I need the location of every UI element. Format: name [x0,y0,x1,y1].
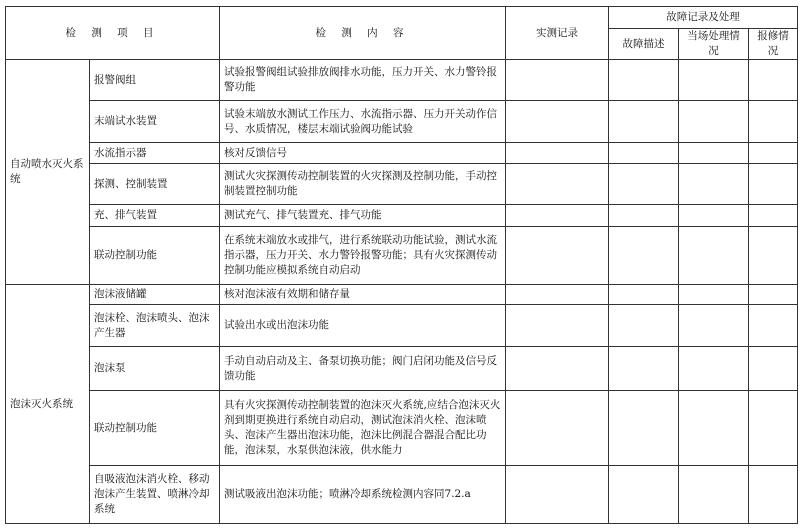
record-cell[interactable] [506,285,609,305]
table-row [6,101,798,143]
fault-desc-cell[interactable] [609,164,679,205]
item-cell: 联动控制功能 [90,227,220,285]
record-cell[interactable] [506,164,609,205]
item-cell: 探测、控制装置 [90,164,220,205]
content-cell: 核对泡沫液有效期和储存量 [220,285,506,305]
table-row [6,143,798,164]
header-record: 实测记录 [506,7,609,60]
item-cell: 水流指示器 [90,143,220,164]
onsite-cell[interactable] [679,60,749,101]
fault-desc-cell[interactable] [609,391,679,466]
content-cell: 具有火灾探测传动控制装置的泡沫灭火系统,应结合泡沫灭火剂到期更换进行系统自动启动，测试泡沫消火栓、泡沫喷头、泡沫产生器出泡沫功能，泡沫比例混合器混合配比功能，泡沫泵，水泵供泡沫液，供水能力 [220,391,506,466]
repair-cell[interactable] [749,305,798,347]
item-cell: 报警阀组 [90,60,220,101]
record-cell[interactable] [506,466,609,524]
fault-desc-cell[interactable] [609,466,679,524]
content-cell: 手动自动启动及主、备泵切换功能；阀门启闭功能及信号反馈功能 [220,347,506,391]
repair-cell[interactable] [749,164,798,205]
repair-cell[interactable] [749,60,798,101]
record-cell[interactable] [506,60,609,101]
record-cell[interactable] [506,391,609,466]
inspection-table [5,6,798,524]
header-onsite: 当场处理情况 [679,29,749,60]
fault-desc-cell[interactable] [609,205,679,227]
record-cell[interactable] [506,205,609,227]
item-cell: 泡沫液储罐 [90,285,220,305]
repair-cell[interactable] [749,466,798,524]
onsite-cell[interactable] [679,347,749,391]
item-cell: 充、排气装置 [90,205,220,227]
record-cell[interactable] [506,347,609,391]
repair-cell[interactable] [749,391,798,466]
record-cell[interactable] [506,101,609,143]
item-cell: 泡沫栓、泡沫喷头、泡沫产生器 [90,305,220,347]
record-cell[interactable] [506,227,609,285]
table-row [6,205,798,227]
item-cell: 泡沫泵 [90,347,220,391]
header-repair: 报修情况 [749,29,798,60]
system-cell: 泡沫灭火系统 [6,285,90,524]
repair-cell[interactable] [749,347,798,391]
header-content: 检 测 内 容 [220,7,506,60]
repair-cell[interactable] [749,227,798,285]
header-fault-desc: 故障描述 [609,29,679,60]
onsite-cell[interactable] [679,164,749,205]
onsite-cell[interactable] [679,391,749,466]
onsite-cell[interactable] [679,143,749,164]
fault-desc-cell[interactable] [609,60,679,101]
fault-desc-cell[interactable] [609,143,679,164]
table-row [6,164,798,205]
onsite-cell[interactable] [679,285,749,305]
content-cell: 核对反馈信号 [220,143,506,164]
fault-desc-cell[interactable] [609,101,679,143]
repair-cell[interactable] [749,143,798,164]
system-cell: 自动喷水灭火系统 [6,60,90,285]
fault-desc-cell[interactable] [609,285,679,305]
header-fault-group: 故障记录及处理 [609,7,798,29]
repair-cell[interactable] [749,101,798,143]
item-cell: 自吸液泡沫消火栓、移动泡沫产生装置、喷淋冷却系统 [90,466,220,524]
item-cell: 联动控制功能 [90,391,220,466]
table-row [6,285,798,305]
repair-cell[interactable] [749,285,798,305]
table-row [6,60,798,101]
content-cell: 测试吸液出泡沫功能；喷淋冷却系统检测内容同7.2.a [220,466,506,524]
onsite-cell[interactable] [679,101,749,143]
table-row [6,391,798,466]
onsite-cell[interactable] [679,466,749,524]
record-cell[interactable] [506,143,609,164]
table-row [6,305,798,347]
content-cell: 试验报警阀组试验排放阀排水功能，压力开关、水力警铃报警功能 [220,60,506,101]
fault-desc-cell[interactable] [609,227,679,285]
table-row [6,466,798,524]
fault-desc-cell[interactable] [609,347,679,391]
header-row-1 [6,7,798,29]
header-item: 检 测 项 目 [6,7,220,60]
item-cell: 末端试水装置 [90,101,220,143]
repair-cell[interactable] [749,205,798,227]
content-cell: 在系统末端放水或排气，进行系统联动功能试验，测试水流指示器，压力开关、水力警铃报警功能；具有火灾探测传动控制功能应模拟系统自动启动 [220,227,506,285]
content-cell: 测试火灾探测传动控制装置的火灾探测及控制功能，手动控制装置控制功能 [220,164,506,205]
onsite-cell[interactable] [679,305,749,347]
fault-desc-cell[interactable] [609,305,679,347]
content-cell: 试验末端放水测试工作压力、水流指示器、压力开关动作信号、水质情况，楼层末端试验阀功能试验 [220,101,506,143]
table-row [6,347,798,391]
content-cell: 试验出水或出泡沫功能 [220,305,506,347]
onsite-cell[interactable] [679,227,749,285]
table-row [6,227,798,285]
content-cell: 测试充气、排气装置充、排气功能 [220,205,506,227]
record-cell[interactable] [506,305,609,347]
onsite-cell[interactable] [679,205,749,227]
